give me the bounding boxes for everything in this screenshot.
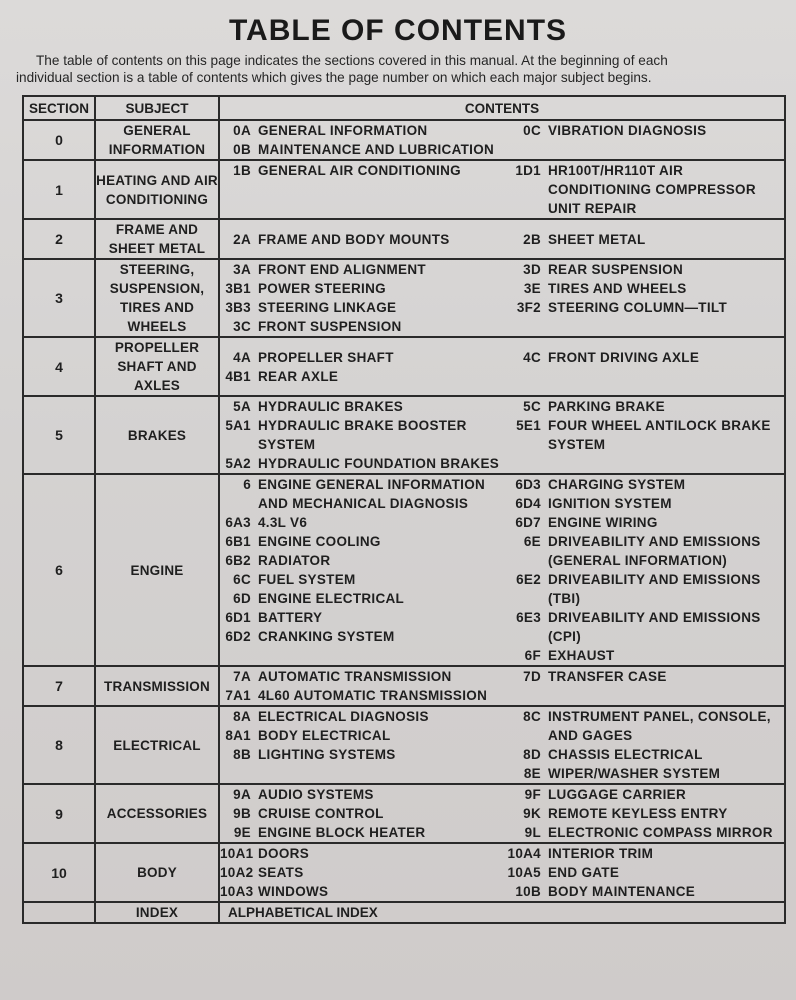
contents-entry [220, 667, 504, 686]
entry-title: BATTERY [258, 610, 323, 625]
contents-entry [504, 667, 774, 686]
entry-code: 6D7 [515, 515, 541, 530]
entry-title: DRIVEABILITY AND EMISSIONS (TBI) [548, 572, 761, 606]
contents-entry [220, 513, 504, 532]
contents-column-right [504, 260, 774, 336]
intro-line-1: The table of contents on this page indicates the sections covered in this manual. At the beginning of each [36, 53, 668, 68]
entry-title: VIBRATION DIAGNOSIS [548, 123, 707, 138]
section-row [23, 843, 785, 902]
section-number: 9 [23, 784, 95, 843]
contents-column-right [504, 161, 774, 218]
contents-entry [220, 863, 504, 882]
section-number: 5 [23, 396, 95, 474]
entry-title: PARKING BRAKE [548, 399, 665, 414]
entry-title: BODY MAINTENANCE [548, 884, 696, 899]
contents-entry [504, 416, 774, 454]
contents-entry [220, 230, 504, 249]
entry-code: 7D [523, 669, 541, 684]
contents-entry [220, 475, 504, 513]
intro-line-2: individual section is a table of contents which gives the page number on which each major subject begins. [16, 70, 652, 85]
contents-entry [504, 844, 774, 863]
index-row [23, 902, 785, 923]
entry-code: 8E [523, 766, 541, 781]
contents-entry [220, 844, 504, 863]
entry-title: LUGGAGE CARRIER [548, 787, 687, 802]
entry-code: 7A [233, 669, 251, 684]
entry-title: HYDRAULIC BRAKES [258, 399, 404, 414]
contents-column-left [220, 260, 504, 336]
section-number: 7 [23, 666, 95, 706]
section-number: 4 [23, 337, 95, 396]
entry-code: 6E2 [516, 572, 541, 587]
entry-title: ENGINE WIRING [548, 515, 658, 530]
entry-title: FRAME AND BODY MOUNTS [258, 231, 450, 247]
entry-title: TRANSFER CASE [548, 669, 667, 684]
entry-title: LIGHTING SYSTEMS [258, 747, 396, 762]
entry-title: POWER STEERING [258, 281, 386, 296]
section-subject: ELECTRICAL [95, 706, 219, 784]
entry-code: 6D3 [515, 477, 541, 492]
contents-entry [220, 570, 504, 589]
entry-code: 3B1 [225, 281, 251, 296]
section-row [23, 396, 785, 474]
contents-entry [504, 348, 774, 367]
contents-column-left [220, 348, 504, 386]
intro-paragraph [16, 52, 784, 86]
contents-column-left [220, 785, 504, 842]
contents-column-left [220, 667, 504, 705]
section-subject: HEATING AND AIR CONDITIONING [95, 160, 219, 219]
entry-title: FRONT SUSPENSION [258, 319, 402, 334]
entry-code: 8A1 [225, 728, 251, 743]
entry-title: REMOTE KEYLESS ENTRY [548, 806, 728, 821]
entry-code: 6 [243, 477, 251, 492]
header-contents: CONTENTS [219, 96, 785, 120]
entry-title: CHARGING SYSTEM [548, 477, 686, 492]
section-contents [219, 666, 785, 706]
contents-entry [220, 532, 504, 551]
header-section: SECTION [23, 96, 95, 120]
contents-column-right [504, 230, 774, 249]
section-number: 2 [23, 219, 95, 259]
section-contents [219, 219, 785, 259]
contents-entry [220, 882, 504, 901]
contents-entry [220, 317, 504, 336]
contents-entry [504, 608, 774, 646]
section-subject: TRANSMISSION [95, 666, 219, 706]
contents-entry [220, 707, 504, 726]
contents-entry [504, 823, 774, 842]
contents-column-right [504, 397, 774, 473]
entry-code: 8C [523, 709, 541, 724]
entry-title: DRIVEABILITY AND EMISSIONS (CPI) [548, 610, 761, 644]
contents-entry [504, 298, 774, 317]
contents-entry [220, 367, 504, 386]
page-title: TABLE OF CONTENTS [228, 14, 568, 47]
contents-column-right [504, 348, 774, 386]
entry-title: FRONT DRIVING AXLE [548, 349, 700, 365]
contents-entry [504, 279, 774, 298]
contents-column-left [220, 707, 504, 783]
index-contents: ALPHABETICAL INDEX [219, 902, 785, 923]
contents-column-right [504, 121, 774, 159]
entry-title: CRUISE CONTROL [258, 806, 384, 821]
entry-title: 4.3L V6 [258, 515, 308, 530]
contents-entry [220, 260, 504, 279]
section-number: 10 [23, 843, 95, 902]
contents-entry [504, 570, 774, 608]
entry-code: 6D4 [515, 496, 541, 511]
entry-title: STEERING LINKAGE [258, 300, 397, 315]
entry-code: 10A2 [220, 865, 254, 880]
entry-code: 4A [233, 349, 251, 365]
section-row [23, 474, 785, 666]
contents-entry [220, 416, 504, 454]
entry-code: 10A1 [220, 846, 254, 861]
entry-code: 9E [233, 825, 251, 840]
section-contents [219, 784, 785, 843]
section-contents [219, 843, 785, 902]
entry-code: 5A [233, 399, 251, 414]
section-contents [219, 396, 785, 474]
section-contents [219, 474, 785, 666]
contents-entry [504, 863, 774, 882]
contents-entry [504, 785, 774, 804]
section-subject: BRAKES [95, 396, 219, 474]
entry-code: 5A1 [225, 418, 251, 433]
entry-title: HR100T/HR110T AIR CONDITIONING COMPRESSOR UNIT REPAIR [548, 163, 756, 216]
entry-code: 5C [523, 399, 541, 414]
contents-body [23, 120, 785, 923]
header-row [23, 96, 785, 120]
entry-title: AUTOMATIC TRANSMISSION [258, 669, 452, 684]
entry-code: 10B [515, 884, 541, 899]
entry-code: 10A4 [507, 846, 541, 861]
contents-entry [504, 397, 774, 416]
section-subject: PROPELLER SHAFT AND AXLES [95, 337, 219, 396]
contents-entry [220, 161, 504, 180]
entry-title: EXHAUST [548, 648, 615, 663]
entry-title: REAR AXLE [258, 368, 339, 384]
entry-code: 0A [233, 123, 251, 138]
entry-code: 6E3 [516, 610, 541, 625]
contents-entry [504, 707, 774, 745]
entry-code: 6B2 [225, 553, 251, 568]
contents-entry [220, 823, 504, 842]
entry-code: 3D [523, 262, 541, 277]
entry-title: GENERAL AIR CONDITIONING [258, 163, 461, 178]
entry-code: 1B [233, 163, 251, 178]
section-row [23, 666, 785, 706]
contents-column-left [220, 844, 504, 901]
entry-title: SHEET METAL [548, 231, 646, 247]
section-subject: ACCESSORIES [95, 784, 219, 843]
entry-code: 9A [233, 787, 251, 802]
contents-entry [220, 298, 504, 317]
contents-entry [220, 745, 504, 764]
entry-code: 5E1 [516, 418, 541, 433]
contents-entry [220, 121, 504, 140]
entry-code: 8B [233, 747, 251, 762]
section-subject: GENERAL INFORMATION [95, 120, 219, 160]
contents-entry [504, 745, 774, 764]
entry-code: 6E [523, 534, 541, 549]
contents-entry [504, 513, 774, 532]
entry-title: ENGINE COOLING [258, 534, 381, 549]
section-row [23, 337, 785, 396]
section-number: 8 [23, 706, 95, 784]
index-subject: INDEX [95, 902, 219, 923]
entry-code: 3E [523, 281, 541, 296]
entry-code: 4B1 [225, 368, 251, 384]
entry-code: 9F [524, 787, 541, 802]
entry-title: INTERIOR TRIM [548, 846, 654, 861]
entry-code: 1D1 [515, 163, 541, 178]
section-number: 3 [23, 259, 95, 337]
contents-column-left [220, 121, 504, 159]
section-row [23, 160, 785, 219]
entry-title: IGNITION SYSTEM [548, 496, 672, 511]
entry-code: 2A [233, 231, 251, 247]
entry-title: 4L60 AUTOMATIC TRANSMISSION [258, 688, 488, 703]
contents-column-left [220, 161, 504, 218]
section-subject: BODY [95, 843, 219, 902]
entry-title: ELECTRONIC COMPASS MIRROR [548, 825, 773, 840]
contents-entry [220, 589, 504, 608]
entry-code: 9L [524, 825, 541, 840]
entry-title: ENGINE GENERAL INFORMATION AND MECHANICAL DIAGNOSIS [258, 477, 486, 511]
contents-entry [504, 646, 774, 665]
entry-title: RADIATOR [258, 553, 331, 568]
contents-entry [504, 260, 774, 279]
contents-column-right [504, 844, 774, 901]
entry-code: 2B [523, 231, 541, 247]
section-contents [219, 706, 785, 784]
section-contents [219, 337, 785, 396]
contents-entry [220, 279, 504, 298]
entry-code: 6B1 [225, 534, 251, 549]
entry-code: 10A5 [507, 865, 541, 880]
entry-code: 3B3 [225, 300, 251, 315]
entry-code: 3A [233, 262, 251, 277]
contents-column-right [504, 785, 774, 842]
entry-title: MAINTENANCE AND LUBRICATION [258, 142, 495, 157]
contents-entry [220, 785, 504, 804]
contents-column-left [220, 475, 504, 665]
entry-title: STEERING COLUMN—TILT [548, 300, 727, 315]
entry-code: 7A1 [225, 688, 251, 703]
contents-entry [504, 804, 774, 823]
contents-column-left [220, 230, 504, 249]
section-row [23, 259, 785, 337]
entry-code: 3F2 [516, 300, 541, 315]
entry-title: END GATE [548, 865, 620, 880]
section-row [23, 706, 785, 784]
contents-entry [504, 882, 774, 901]
entry-title: DOORS [258, 846, 310, 861]
section-number: 0 [23, 120, 95, 160]
contents-entry [504, 121, 774, 140]
entry-code: 9K [523, 806, 541, 821]
index-section [23, 902, 95, 923]
entry-code: 0B [233, 142, 251, 157]
entry-title: TIRES AND WHEELS [548, 281, 687, 296]
contents-entry [220, 804, 504, 823]
contents-entry [220, 608, 504, 627]
entry-title: AUDIO SYSTEMS [258, 787, 374, 802]
entry-title: FRONT END ALIGNMENT [258, 262, 426, 277]
contents-column-left [220, 397, 504, 473]
entry-title: ELECTRICAL DIAGNOSIS [258, 709, 429, 724]
section-subject: STEERING, SUSPENSION, TIRES AND WHEELS [95, 259, 219, 337]
contents-entry [220, 551, 504, 570]
entry-code: 3C [233, 319, 251, 334]
entry-code: 8A [233, 709, 251, 724]
section-row [23, 784, 785, 843]
contents-entry [504, 230, 774, 249]
contents-entry [220, 627, 504, 646]
entry-title: WINDOWS [258, 884, 329, 899]
entry-code: 5A2 [225, 456, 251, 471]
entry-code: 4C [523, 349, 541, 365]
section-contents [219, 160, 785, 219]
section-row [23, 219, 785, 259]
entry-code: 6C [233, 572, 251, 587]
entry-code: 6D [233, 591, 251, 606]
contents-column-right [504, 475, 774, 665]
entry-code: 6A3 [225, 515, 251, 530]
entry-title: BODY ELECTRICAL [258, 728, 391, 743]
entry-code: 6F [524, 648, 541, 663]
entry-title: WIPER/WASHER SYSTEM [548, 766, 721, 781]
contents-table [22, 95, 786, 924]
entry-title: HYDRAULIC FOUNDATION BRAKES [258, 456, 500, 471]
contents-entry [504, 532, 774, 570]
entry-title: INSTRUMENT PANEL, CONSOLE, AND GAGES [548, 709, 771, 743]
entry-title: ENGINE ELECTRICAL [258, 591, 405, 606]
section-subject: FRAME AND SHEET METAL [95, 219, 219, 259]
contents-entry [220, 726, 504, 745]
entry-code: 0C [523, 123, 541, 138]
entry-code: 8D [523, 747, 541, 762]
contents-entry [220, 397, 504, 416]
entry-code: 9B [233, 806, 251, 821]
contents-entry [504, 764, 774, 783]
entry-title: CRANKING SYSTEM [258, 629, 395, 644]
entry-code: 6D1 [225, 610, 251, 625]
entry-title: REAR SUSPENSION [548, 262, 684, 277]
contents-entry [504, 475, 774, 494]
entry-title: PROPELLER SHAFT [258, 349, 394, 365]
entry-title: SEATS [258, 865, 304, 880]
section-number: 6 [23, 474, 95, 666]
section-number: 1 [23, 160, 95, 219]
entry-title: ENGINE BLOCK HEATER [258, 825, 426, 840]
entry-title: HYDRAULIC BRAKE BOOSTER SYSTEM [258, 418, 467, 452]
entry-title: DRIVEABILITY AND EMISSIONS (GENERAL INFORMATION) [548, 534, 761, 568]
contents-entry [220, 140, 504, 159]
contents-column-right [504, 667, 774, 705]
section-contents [219, 120, 785, 160]
entry-code: 6D2 [225, 629, 251, 644]
contents-entry [504, 161, 774, 218]
contents-entry [504, 494, 774, 513]
entry-code: 10A3 [220, 884, 254, 899]
contents-entry [220, 454, 504, 473]
contents-entry [220, 348, 504, 367]
entry-title: FUEL SYSTEM [258, 572, 356, 587]
entry-title: FOUR WHEEL ANTILOCK BRAKE SYSTEM [548, 418, 771, 452]
entry-title: GENERAL INFORMATION [258, 123, 428, 138]
contents-entry [220, 686, 504, 705]
contents-column-right [504, 707, 774, 783]
entry-title: CHASSIS ELECTRICAL [548, 747, 703, 762]
section-subject: ENGINE [95, 474, 219, 666]
section-contents [219, 259, 785, 337]
section-row [23, 120, 785, 160]
header-subject: SUBJECT [95, 96, 219, 120]
